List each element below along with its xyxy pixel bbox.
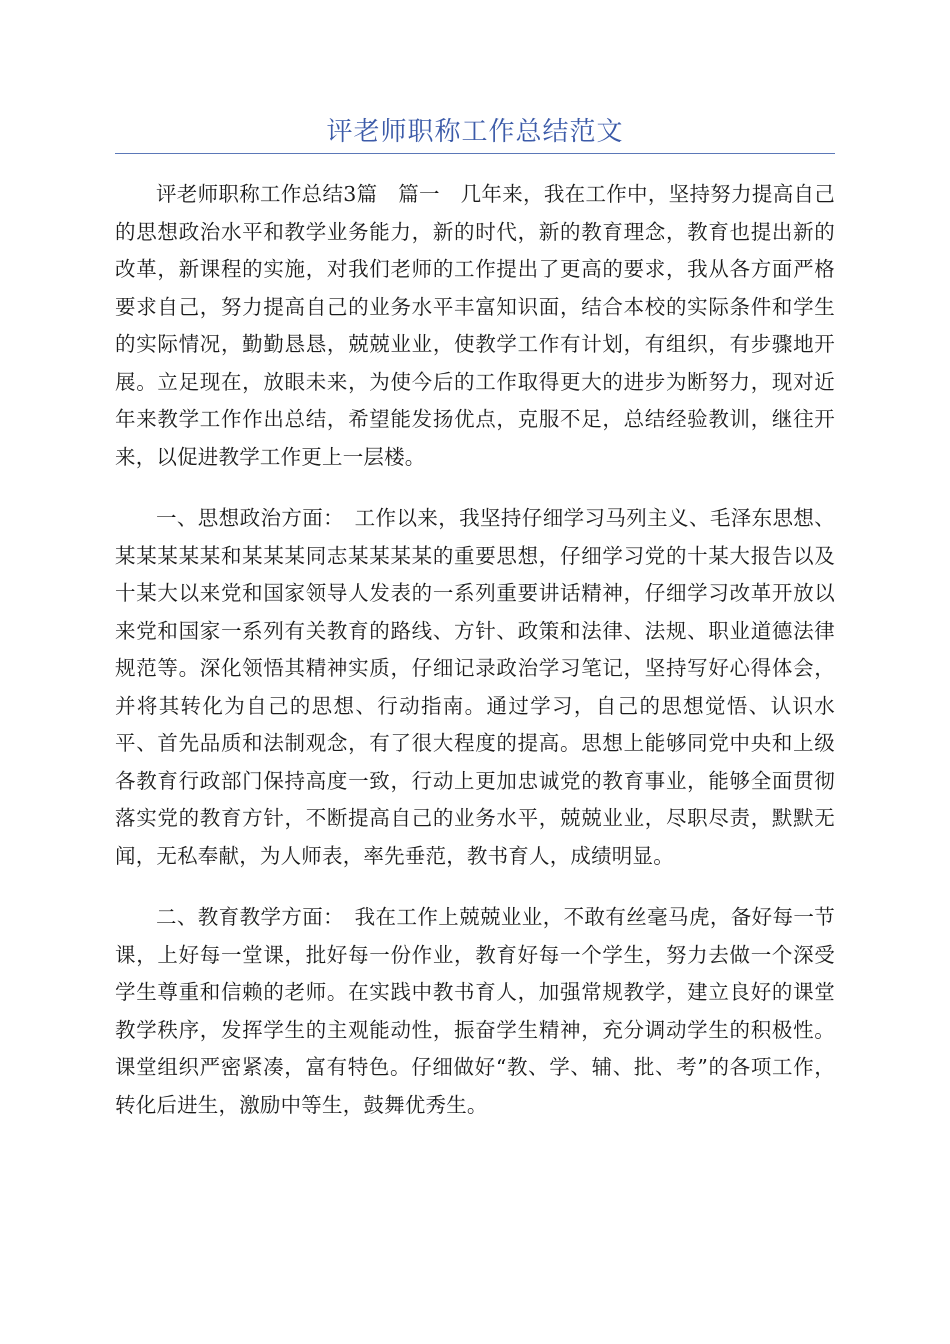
document-title: 评老师职称工作总结范文 — [326, 117, 624, 147]
paragraph-political: 一、思想政治方面： 工作以来，我坚持仔细学习马列主义、毛泽东思想、某某某某某和某某某同志某某某某的重要思想，仔细学习党的十某大报告以及十某大以来党和国家领导人发表的一系列重要讲话精神，仔细学习改革开放以来党和国家一系列有关教育的路线、方针、政策和法律、法规、职业道德法律规范等。深化领悟其精神实质，仔细记录政治学习笔记，坚持写好心得体会，并将其转化为自己的思想、行动指南。通过学习，自己的思想觉悟、认识水平、首先品质和法制观念，有了很大程度的提高。思想上能够同党中央和上级各教育行政部门保持高度一致，行动上更加忠诚党的教育事业，能够全面贯彻落实党的教育方针，不断提高自己的业务水平，兢兢业业，尽职尽责，默默无闻，无私奉献，为人师表，率先垂范，教书育人，成绩明显。 — [115, 506, 835, 868]
document-body — [115, 176, 835, 1148]
title-underline — [115, 153, 835, 154]
paragraph-teaching: 二、教育教学方面： 我在工作上兢兢业业，不敢有丝毫马虎，备好每一节课，上好每一堂课，批好每一份作业，教育好每一个学生，努力去做一个深受学生尊重和信赖的老师。在实践中教书育人，加强常规教学，建立良好的课堂教学秩序，发挥学生的主观能动性，振奋学生精神，充分调动学生的积极性。课堂组织严密紧凑，富有特色。仔细做好“教、学、辅、批、考”的各项工作，转化后进生，激励中等生，鼓舞优秀生。 — [115, 905, 835, 1117]
paragraph-intro: 评老师职称工作总结3篇 篇一 几年来，我在工作中，坚持努力提高自己的思想政治水平和教学业务能力，新的时代，新的教育理念，教育也提出新的改革，新课程的实施，对我们老师的工作提出了更高的要求，我从各方面严格要求自己，努力提高自己的业务水平丰富知识面，结合本校的实际条件和学生的实际情况，勤勤恳恳，兢兢业业，使教学工作有计划，有组织，有步骤地开展。立足现在，放眼未来，为使今后的工作取得更大的进步为断努力，现对近年来教学工作作出总结，希望能发扬优点，克服不足，总结经验教训，继往开来，以促进教学工作更上一层楼。 — [115, 182, 835, 469]
